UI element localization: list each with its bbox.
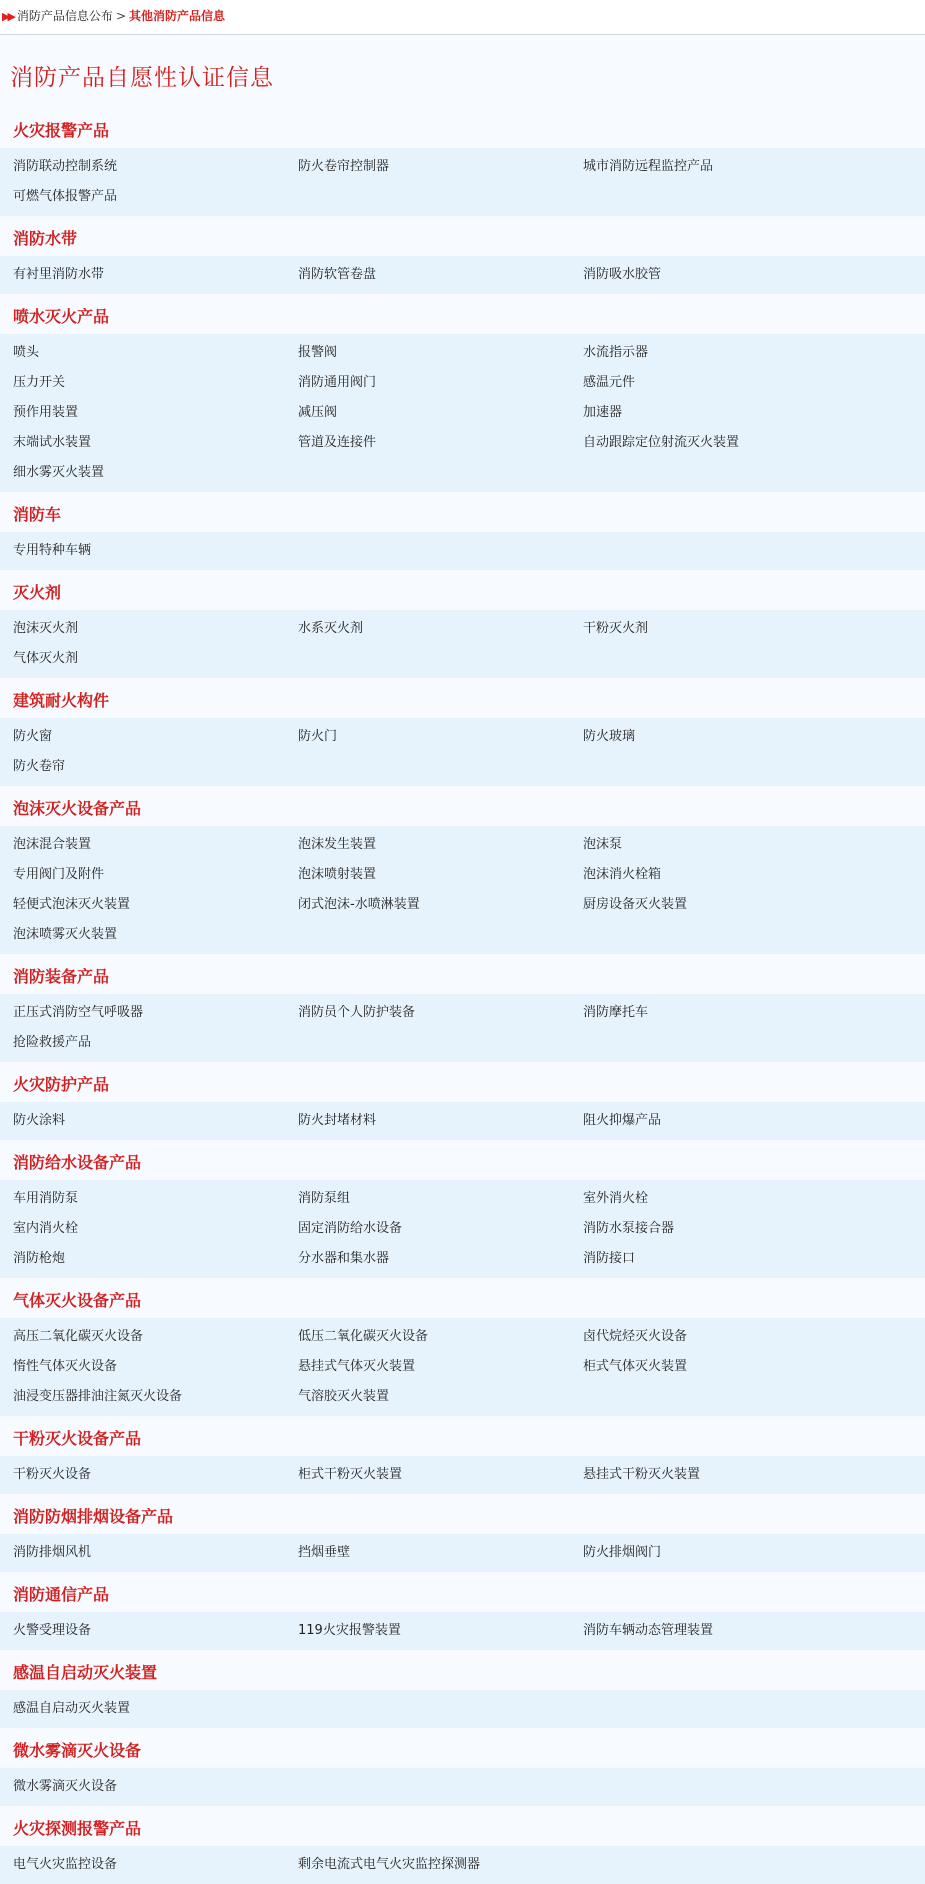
page-title: 消防产品自愿性认证信息 (10, 65, 274, 91)
section-header (0, 954, 925, 994)
breadcrumb-separator: > (115, 9, 126, 23)
product-link[interactable]: 挡烟垂壁 (298, 1545, 351, 1560)
item-grid (0, 1322, 925, 1412)
product-link[interactable]: 轻便式泡沫灭火装置 (13, 897, 131, 912)
section-header (0, 1062, 925, 1102)
item-grid (0, 614, 925, 674)
product-link[interactable]: 防火卷帘 (13, 759, 66, 774)
product-link[interactable]: 消防枪炮 (13, 1251, 66, 1266)
product-link[interactable]: 惰性气体灭火设备 (13, 1359, 118, 1374)
section-items (0, 532, 925, 570)
section-title: 火灾防护产品 (13, 1075, 110, 1094)
section-header (0, 1278, 925, 1318)
category-section (0, 954, 925, 1062)
item-grid (0, 830, 925, 950)
section-items (0, 1690, 925, 1728)
product-link[interactable]: 油浸变压器排油注氮灭火设备 (13, 1389, 183, 1404)
section-items (0, 1612, 925, 1650)
product-link[interactable]: 专用特种车辆 (13, 543, 92, 558)
product-link[interactable]: 水系灭火剂 (298, 621, 364, 636)
section-items (0, 1846, 925, 1884)
category-section (0, 1650, 925, 1728)
section-title: 消防车 (13, 505, 62, 524)
product-link[interactable]: 防火玻璃 (583, 729, 636, 744)
product-link[interactable]: 细水雾灭火装置 (13, 465, 105, 480)
section-title: 干粉灭火设备产品 (13, 1429, 142, 1448)
product-link[interactable]: 城市消防远程监控产品 (583, 159, 714, 174)
product-link[interactable]: 感温自启动灭火装置 (13, 1701, 131, 1716)
item-grid (0, 152, 925, 212)
product-link[interactable]: 正压式消防空气呼吸器 (13, 1005, 144, 1020)
section-title: 火灾报警产品 (13, 121, 110, 140)
section-items (0, 1180, 925, 1278)
item-grid (0, 536, 925, 566)
product-link[interactable]: 泡沫喷射装置 (298, 867, 377, 882)
product-link[interactable]: 微水雾滴灭火设备 (13, 1779, 118, 1794)
product-link[interactable]: 可燃气体报警产品 (13, 189, 118, 204)
product-link[interactable]: 防火窗 (13, 729, 53, 744)
item-grid (0, 1850, 925, 1880)
category-section (0, 1806, 925, 1884)
product-link[interactable]: 消防泵组 (298, 1191, 351, 1206)
section-items (0, 826, 925, 954)
page-title-bar (0, 35, 925, 108)
product-link[interactable]: 消防摩托车 (583, 1005, 649, 1020)
section-title: 建筑耐火构件 (13, 691, 110, 710)
product-link[interactable]: 泡沫消火栓箱 (583, 867, 662, 882)
product-link[interactable]: 车用消防泵 (13, 1191, 79, 1206)
section-items (0, 1456, 925, 1494)
product-link[interactable]: 火警受理设备 (13, 1623, 92, 1638)
category-section (0, 294, 925, 492)
product-link[interactable]: 防火卷帘控制器 (298, 159, 390, 174)
product-link[interactable]: 分水器和集水器 (298, 1251, 390, 1266)
product-link[interactable]: 末端试水装置 (13, 435, 92, 450)
section-header (0, 492, 925, 532)
section-title: 泡沫灭火设备产品 (13, 799, 142, 818)
product-link[interactable]: 消防通用阀门 (298, 375, 377, 390)
category-section (0, 786, 925, 954)
item-grid (0, 338, 925, 488)
item-grid (0, 998, 925, 1058)
product-link[interactable]: 闭式泡沫-水喷淋装置 (298, 897, 420, 912)
section-header (0, 1806, 925, 1846)
section-title: 微水雾滴灭火设备 (13, 1741, 142, 1760)
product-link[interactable]: 抢险救援产品 (13, 1035, 92, 1050)
product-link[interactable]: 压力开关 (13, 375, 66, 390)
section-items (0, 1768, 925, 1806)
product-link[interactable]: 感温元件 (583, 375, 636, 390)
product-link[interactable]: 泡沫混合装置 (13, 837, 92, 852)
product-link[interactable]: 加速器 (583, 405, 623, 420)
product-link[interactable]: 阻火抑爆产品 (583, 1113, 662, 1128)
section-header (0, 1650, 925, 1690)
section-header (0, 1494, 925, 1534)
product-link[interactable]: 干粉灭火剂 (583, 621, 649, 636)
product-link[interactable]: 气溶胶灭火装置 (298, 1389, 390, 1404)
section-items (0, 334, 925, 492)
section-items (0, 718, 925, 786)
section-title: 感温自启动灭火装置 (13, 1663, 158, 1682)
product-link[interactable]: 自动跟踪定位射流灭火装置 (583, 435, 740, 450)
section-title: 消防水带 (13, 229, 78, 248)
product-link[interactable]: 消防水泵接合器 (583, 1221, 675, 1236)
product-link[interactable]: 泡沫灭火剂 (13, 621, 79, 636)
product-link[interactable]: 有衬里消防水带 (13, 267, 105, 282)
product-link[interactable]: 柜式气体灭火装置 (583, 1359, 688, 1374)
product-link[interactable]: 防火排烟阀门 (583, 1545, 662, 1560)
section-header (0, 108, 925, 148)
category-section (0, 216, 925, 294)
category-section (0, 1416, 925, 1494)
product-link[interactable]: 低压二氧化碳灭火设备 (298, 1329, 429, 1344)
product-link[interactable]: 防火涂料 (13, 1113, 66, 1128)
section-header (0, 678, 925, 718)
item-grid (0, 1772, 925, 1802)
category-section (0, 1728, 925, 1806)
section-header (0, 1416, 925, 1456)
section-title: 消防通信产品 (13, 1585, 110, 1604)
item-grid (0, 1106, 925, 1136)
section-title: 消防给水设备产品 (13, 1153, 142, 1172)
category-section (0, 108, 925, 216)
section-title: 喷水灭火产品 (13, 307, 110, 326)
product-link[interactable]: 悬挂式气体灭火装置 (298, 1359, 416, 1374)
category-section (0, 1140, 925, 1278)
product-link[interactable]: 管道及连接件 (298, 435, 377, 450)
product-link[interactable]: 预作用装置 (13, 405, 79, 420)
category-section (0, 1278, 925, 1416)
section-title: 气体灭火设备产品 (13, 1291, 142, 1310)
product-link[interactable]: 消防车辆动态管理装置 (583, 1623, 714, 1638)
category-section (0, 678, 925, 786)
section-header (0, 1140, 925, 1180)
section-items (0, 256, 925, 294)
category-section (0, 492, 925, 570)
product-link[interactable]: 电气火灾监控设备 (13, 1857, 118, 1872)
double-arrow-icon: ▶▶ (2, 10, 13, 23)
product-link[interactable]: 柜式干粉灭火装置 (298, 1467, 403, 1482)
item-grid (0, 722, 925, 782)
category-sections (0, 108, 925, 1884)
breadcrumb-current: 其他消防产品信息 (129, 9, 226, 23)
product-link[interactable]: 减压阀 (298, 405, 338, 420)
section-header (0, 1572, 925, 1612)
section-items (0, 148, 925, 216)
product-link[interactable]: 固定消防给水设备 (298, 1221, 403, 1236)
section-title: 火灾探测报警产品 (13, 1819, 142, 1838)
section-header (0, 294, 925, 334)
section-header (0, 786, 925, 826)
item-grid (0, 1538, 925, 1568)
product-link[interactable]: 卤代烷烃灭火设备 (583, 1329, 688, 1344)
section-header (0, 216, 925, 256)
product-link[interactable]: 剩余电流式电气火灾监控探测器 (298, 1857, 481, 1872)
product-link[interactable]: 报警阀 (298, 345, 338, 360)
product-link[interactable]: 消防联动控制系统 (13, 159, 118, 174)
product-link[interactable]: 消防吸水胶管 (583, 267, 662, 282)
section-items (0, 1318, 925, 1416)
category-section (0, 1494, 925, 1572)
product-link[interactable]: 消防排烟风机 (13, 1545, 92, 1560)
category-section (0, 1572, 925, 1650)
product-link[interactable]: 干粉灭火设备 (13, 1467, 92, 1482)
breadcrumb (0, 0, 925, 35)
item-grid (0, 1616, 925, 1646)
product-link[interactable]: 泡沫喷雾灭火装置 (13, 927, 118, 942)
section-items (0, 1534, 925, 1572)
product-link[interactable]: 119火灾报警装置 (298, 1623, 401, 1638)
product-link[interactable]: 消防员个人防护装备 (298, 1005, 416, 1020)
item-grid (0, 1184, 925, 1274)
section-items (0, 610, 925, 678)
product-link[interactable]: 专用阀门及附件 (13, 867, 105, 882)
section-title: 消防装备产品 (13, 967, 110, 986)
item-grid (0, 1694, 925, 1724)
item-grid (0, 1460, 925, 1490)
section-items (0, 994, 925, 1062)
product-link[interactable]: 室内消火栓 (13, 1221, 79, 1236)
section-title: 消防防烟排烟设备产品 (13, 1507, 174, 1526)
product-link[interactable]: 高压二氧化碳灭火设备 (13, 1329, 144, 1344)
product-link[interactable]: 悬挂式干粉灭火装置 (583, 1467, 701, 1482)
product-link[interactable]: 防火门 (298, 729, 338, 744)
section-title: 灭火剂 (13, 583, 62, 602)
product-link[interactable]: 厨房设备灭火装置 (583, 897, 688, 912)
product-link[interactable]: 泡沫泵 (583, 837, 623, 852)
product-link[interactable]: 气体灭火剂 (13, 651, 79, 666)
product-link[interactable]: 水流指示器 (583, 345, 649, 360)
item-grid (0, 260, 925, 290)
product-link[interactable]: 防火封堵材料 (298, 1113, 377, 1128)
product-link[interactable]: 消防接口 (583, 1251, 636, 1266)
category-section (0, 570, 925, 678)
section-header (0, 570, 925, 610)
category-section (0, 1062, 925, 1140)
product-link[interactable]: 泡沫发生装置 (298, 837, 377, 852)
section-items (0, 1102, 925, 1140)
product-link[interactable]: 消防软管卷盘 (298, 267, 377, 282)
breadcrumb-parent-link[interactable]: 消防产品信息公布 (16, 9, 113, 23)
product-link[interactable]: 喷头 (13, 345, 40, 360)
product-link[interactable]: 室外消火栓 (583, 1191, 649, 1206)
section-header (0, 1728, 925, 1768)
